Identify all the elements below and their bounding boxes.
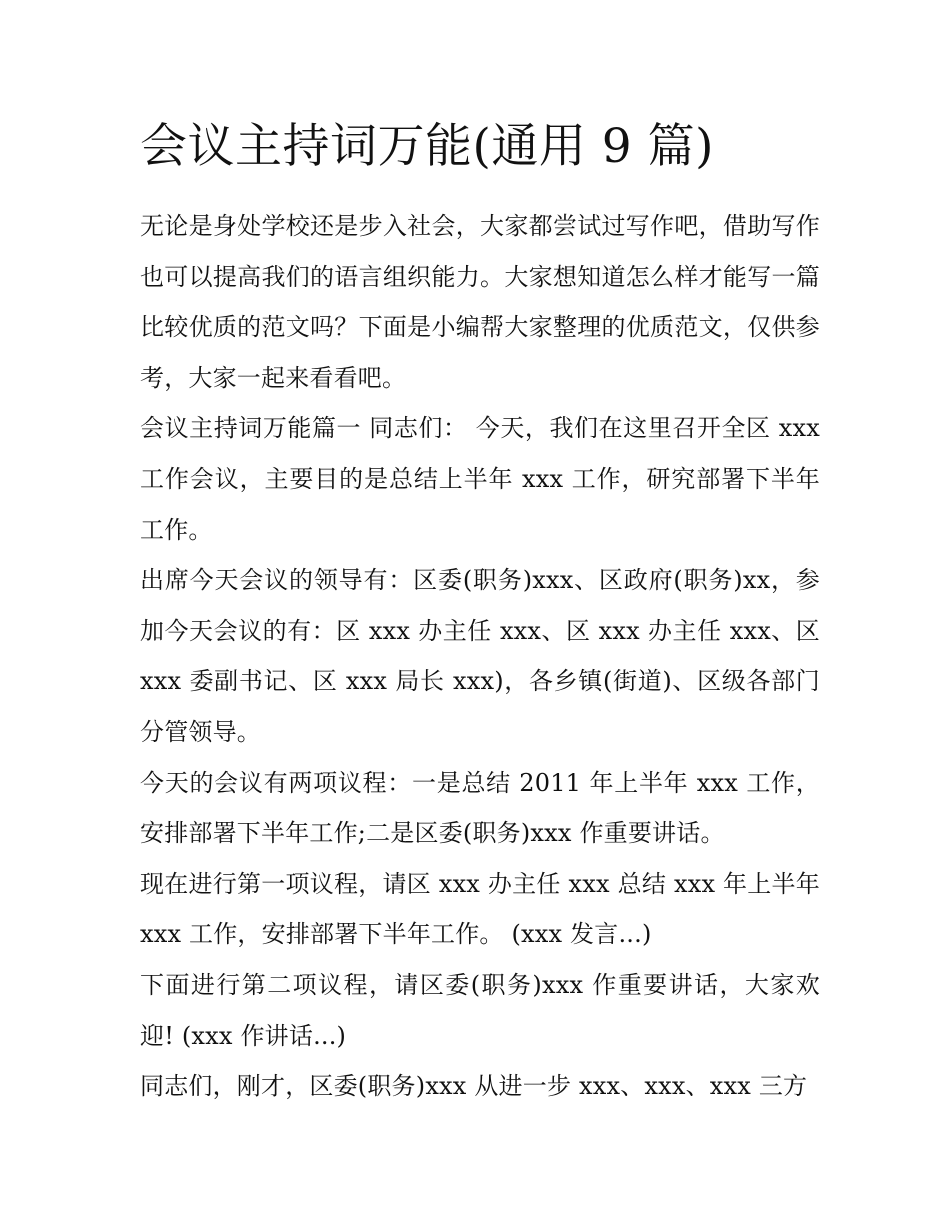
paragraph-closing: 同志们，刚才，区委(职务)xxx 从进一步 xxx、xxx、xxx 三方	[140, 1072, 808, 1101]
paragraph-agenda: 今天的会议有两项议程：一是总结 2011 年上半年 xxx 工作，安排部署下半年工作;二是区委(职务)xxx 作重要讲话。	[140, 768, 820, 848]
document-title: 会议主持词万能(通用 9 篇)	[140, 119, 714, 174]
paragraph-attendees: 出席今天会议的领导有：区委(职务)xxx、区政府(职务)xx，参加今天会议的有：区 xxx 办主任 xxx、区 xxx 办主任 xxx、区 xxx 委副书记、区 xxx 局长 xxx)，各乡镇(街道)、区级各部门分管领导。	[140, 566, 820, 746]
paragraph-intro: 无论是身处学校还是步入社会，大家都尝试过写作吧，借助写作也可以提高我们的语言组织能力。大家想知道怎么样才能写一篇比较优质的范文吗？下面是小编帮大家整理的优质范文，仅供参考，大家一起来看看吧。	[140, 212, 820, 392]
document-body	[140, 201, 820, 1112]
paragraph-agenda-item-2: 下面进行第二项议程，请区委(职务)xxx 作重要讲话，大家欢迎! (xxx 作讲话...)	[140, 970, 820, 1050]
paragraph-agenda-item-1: 现在进行第一项议程，请区 xxx 办主任 xxx 总结 xxx 年上半年 xxx 工作，安排部署下半年工作。 (xxx 发言...)	[140, 869, 820, 949]
paragraph-opening: 会议主持词万能篇一 同志们： 今天，我们在这里召开全区 xxx 工作会议，主要目的是总结上半年 xxx 工作，研究部署下半年工作。	[140, 414, 820, 544]
